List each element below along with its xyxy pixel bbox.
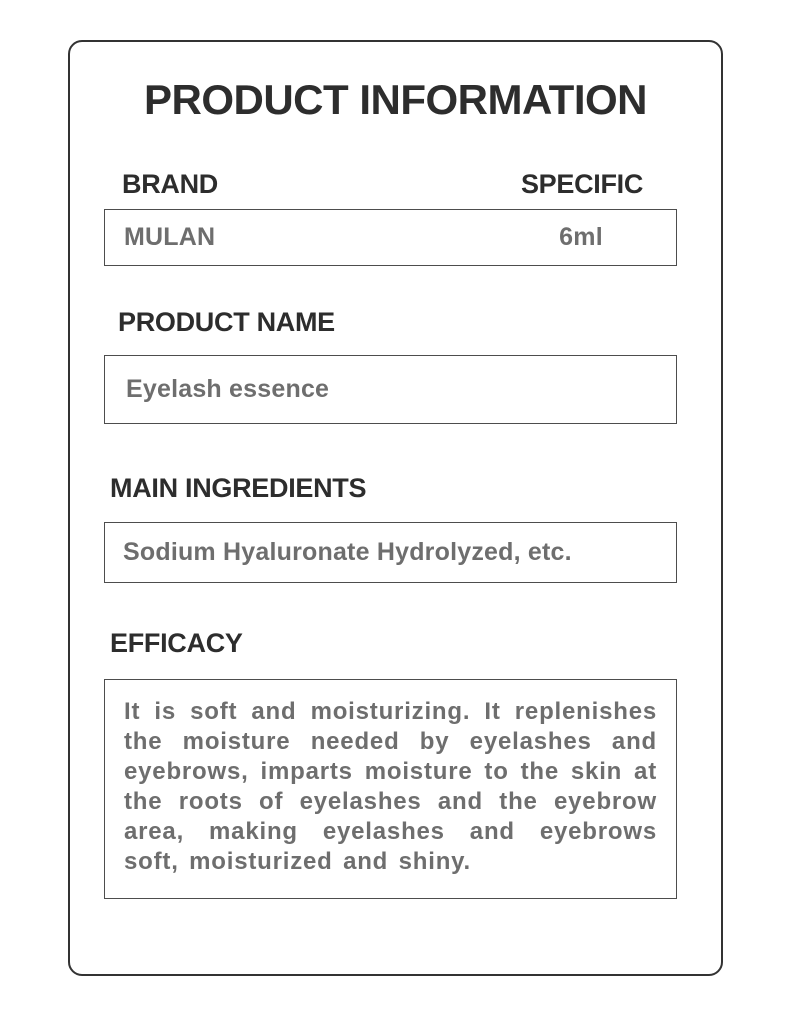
- product-name-label: PRODUCT NAME: [118, 307, 335, 337]
- brand-specific-box: [104, 209, 677, 266]
- product-name-box: [104, 355, 677, 424]
- main-ingredients-value: Sodium Hyaluronate Hydrolyzed, etc.: [123, 538, 572, 566]
- main-ingredients-box: [104, 522, 677, 583]
- main-ingredients-label: MAIN INGREDIENTS: [110, 473, 367, 503]
- efficacy-box: [104, 679, 677, 899]
- page-title: PRODUCT INFORMATION: [143, 76, 647, 123]
- specific-value: 6ml: [559, 223, 603, 251]
- brand-value: MULAN: [124, 223, 216, 251]
- brand-label: BRAND: [122, 169, 218, 199]
- specific-label: SPECIFIC: [520, 169, 644, 199]
- brand-specific-label-row: [104, 168, 677, 200]
- efficacy-label: EFFICACY: [110, 628, 243, 658]
- efficacy-text: It is soft and moisturizing. It replenishes the moisture needed by eyelashes and eyebrows, imparts moisture to the skin at the roots of eyelashes and the eyebrow area, making eyelashes and eyebrows soft, moisturized and shiny.: [124, 698, 657, 875]
- product-info-card: [68, 40, 723, 976]
- product-name-value: Eyelash essence: [126, 375, 330, 403]
